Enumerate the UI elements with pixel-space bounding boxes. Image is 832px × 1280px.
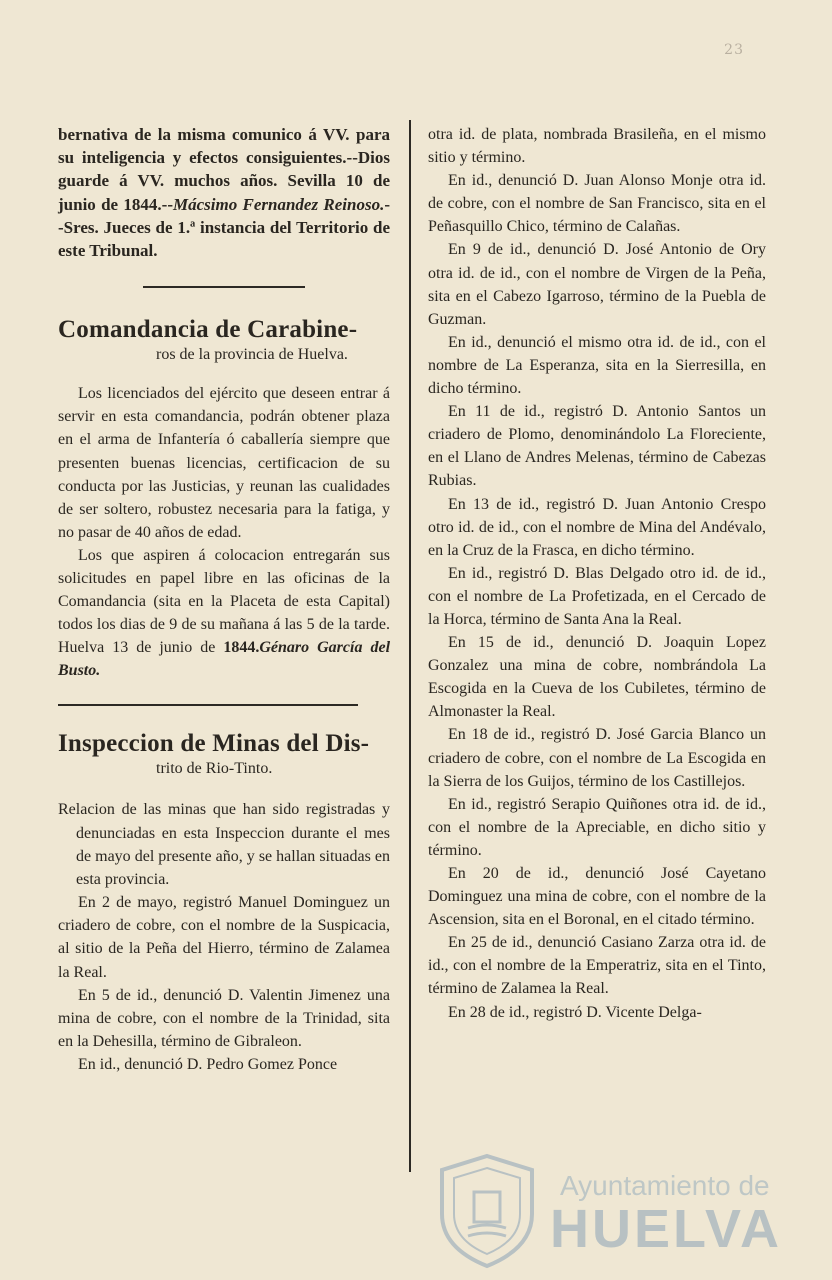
left-column — [58, 123, 390, 1076]
section-divider — [143, 286, 305, 288]
minas-entry: En 11 de id., registró D. Antonio Santos un criadero de Plomo, denominándolo La Floreciente, en el Llano de Andres Melenas, término de Cabezas Rubias. — [428, 403, 766, 490]
minas-entry: En 13 de id., registró D. Juan Antonio Crespo otro id. de id., con el nombre de Mina del Andévalo, en la Cruz de la Frasca, en dicho término. — [428, 495, 766, 559]
minas-entry: En id., denunció el mismo otra id. de id., con el nombre de La Esperanza, sita en la Sierresilla, en dicho término. — [428, 333, 766, 398]
column-divider — [409, 120, 411, 1172]
intro-paragraph — [58, 123, 390, 262]
minas-entry: En 20 de id., denunció José Cayetano Dominguez una mina de cobre, con el nombre de la Ascension, sita en el Boronal, en el citado término. — [428, 865, 766, 929]
minas-entry: En 15 de id., denunció D. Joaquin Lopez Gonzalez una mina de cobre, nombrándola La Escogida en la Cueva de los Cubiletes, término de Almonaster la Real. — [428, 634, 766, 721]
minas-entry: En id., registró Serapio Quiñones otra id. de id., con el nombre de la Apreciable, en dicho sitio y término. — [428, 795, 766, 859]
minas-intro: Relacion de las minas que han sido registradas y denunciadas en esta Inspeccion durante el mes de mayo del presente año, y se hallan situadas en esta provincia. — [58, 801, 390, 889]
minas-entry: En 18 de id., registró D. José Garcia Blanco un criadero de cobre, con el nombre de La Escogida en la Sierra de los Guijos, término de los Castillejos. — [428, 726, 766, 790]
minas-entry: En 2 de mayo, registró Manuel Dominguez un criadero de cobre, con el nombre de la Suspicacia, al sitio de la Peña del Hierro, término de Zalamea la Real. — [58, 894, 390, 981]
section-divider-2 — [58, 704, 358, 706]
carabineros-signature: Génaro García del Busto. — [58, 639, 391, 680]
minas-entry: En id., denunció D. Juan Alonso Monje otra id. de cobre, con el nombre de San Francisco, sita en el Peñasquillo Chico, término de Calañas. — [428, 172, 766, 236]
section-heading-carabineros: Comandancia de Carabine- — [58, 316, 358, 344]
right-column — [428, 123, 766, 1024]
intro-text: bernativa de la misma comunico á VV. para su inteligencia y efectos consiguientes.--Dios guarde á VV. muchos años. Sevilla 10 de junio de 1844.-- — [58, 125, 390, 214]
minas-entry: otra id. de plata, nombrada Brasileña, en el mismo sitio y término. — [428, 126, 766, 167]
minas-entry: En 9 de id., denunció D. José Antonio de Ory otra id. de id., con el nombre de Virgen de la Peña, sita en el Cabezo Igarroso, término de la Puebla de Guzman. — [428, 241, 766, 328]
page-number: 23 — [724, 42, 744, 58]
carabineros-date: 1844. — [223, 639, 260, 657]
section-heading-minas: Inspeccion de Minas del Dis- — [58, 730, 370, 758]
intro-closing: --Sres. Jueces de 1.ª instancia del Territorio de este Tribunal. — [58, 194, 390, 261]
city-seal-icon — [432, 1152, 542, 1270]
minas-entry: En id., denunció D. Pedro Gomez Ponce — [78, 1055, 338, 1073]
carabineros-paragraph-1: Los licenciados del ejército que deseen entrar á servir en esta comandancia, podrán obtener plaza en el arma de Infantería ó caballería siempre que presenten buenas licencias, certificacion de su conducta por las Justicias, y reunan las cualidades de ser soltero, robustez necesaria para la fatiga, y no pasar de 40 años de edad. — [58, 385, 390, 541]
intro-signature: Mácsimo Fernandez Reinoso. — [172, 194, 385, 214]
archive-watermark — [432, 1152, 782, 1270]
section-subheading-carabineros: ros de la provincia de Huelva. — [156, 346, 348, 364]
minas-entry: En 28 de id., registró D. Vicente Delga- — [448, 1003, 702, 1021]
section-subheading-minas: trito de Rio-Tinto. — [156, 760, 273, 778]
minas-entry: En 5 de id., denunció D. Valentin Jimenez una mina de cobre, con el nombre de la Trinidad, sita en la Dehesilla, término de Gibraleon. — [58, 986, 390, 1050]
watermark-line-1: Ayuntamiento de — [560, 1170, 770, 1201]
minas-entry: En 25 de id., denunció Casiano Zarza otra id. de id., con el nombre de la Emperatriz, sita en el Tinto, término de Zalamea la Real. — [428, 934, 766, 998]
carabineros-paragraph-2-text: Los que aspiren á colocacion entregarán sus solicitudes en papel libre en las oficinas de la Comandancia (sita en la Placeta de esta Capital) todos los dias de 9 de su mañana á las 5 de la tarde. Huelva 13 de junio de — [58, 546, 390, 657]
carabineros-paragraph-2 — [58, 544, 390, 683]
watermark-line-2: HUELVA — [550, 1199, 782, 1259]
minas-entry: En id., registró D. Blas Delgado otro id. de id., con el nombre de La Profetizada, en el Cercado de la Horca, término de Santa Ana la Real. — [428, 564, 766, 628]
